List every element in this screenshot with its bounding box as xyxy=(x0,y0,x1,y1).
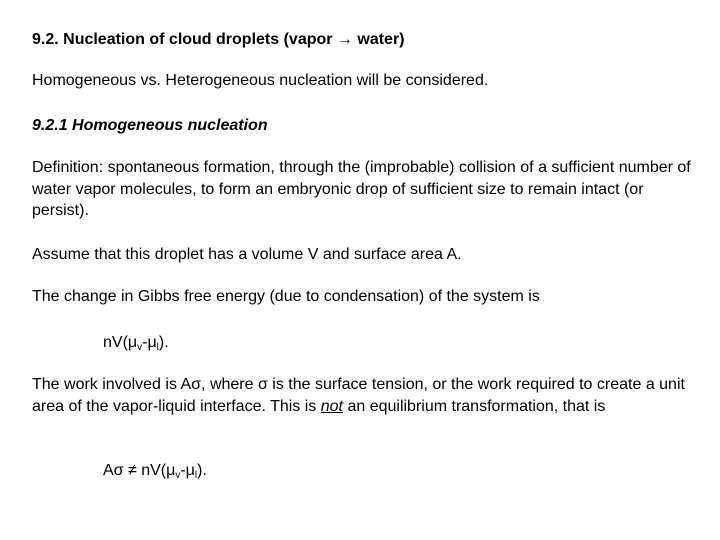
eq1-prefix: nV(μ xyxy=(103,334,138,351)
eq1-sub-l: l xyxy=(156,342,159,353)
subsection-title: 9.2.1 Homogeneous nucleation xyxy=(32,117,268,134)
work-text-part2: an equilibrium transformation, that is xyxy=(343,397,606,415)
gibbs-sentence: The change in Gibbs free energy (due to condensation) of the system is xyxy=(32,288,540,305)
equation-gibbs-change xyxy=(103,332,720,354)
section-title: 9.2. Nucleation of cloud droplets (vapor → water) xyxy=(32,31,405,48)
eq1-suffix: ). xyxy=(158,334,169,351)
eq1-sub-v: v xyxy=(137,342,143,353)
work-text-part1: The work involved is Aσ, where σ is the surface tension, or the work required to create a unit area of the vapor-liquid interface. This is xyxy=(32,376,685,415)
work-text-emphasis: not xyxy=(320,397,343,415)
intro-text: Homogeneous vs. Heterogeneous nucleation will be considered. xyxy=(32,72,489,89)
eq2-sub-l: l xyxy=(194,470,198,481)
eq2-suffix: ). xyxy=(197,462,207,479)
eq2-minus: -μ xyxy=(180,462,195,479)
eq2-prefix: Aσ ≠ nV(μ xyxy=(103,462,176,479)
definition-paragraph: Definition: spontaneous formation, through the (improbable) collision of a sufficient number of water vapor molecules, to form an embryonic drop of sufficient size to remain intact (or persist). xyxy=(32,159,691,219)
equation-inequality xyxy=(103,460,720,482)
eq2-sub-v: v xyxy=(175,470,181,481)
eq1-minus: -μ xyxy=(142,334,157,351)
assumption-text: Assume that this droplet has a volume V and surface area A. xyxy=(32,246,462,263)
work-paragraph xyxy=(32,374,700,417)
